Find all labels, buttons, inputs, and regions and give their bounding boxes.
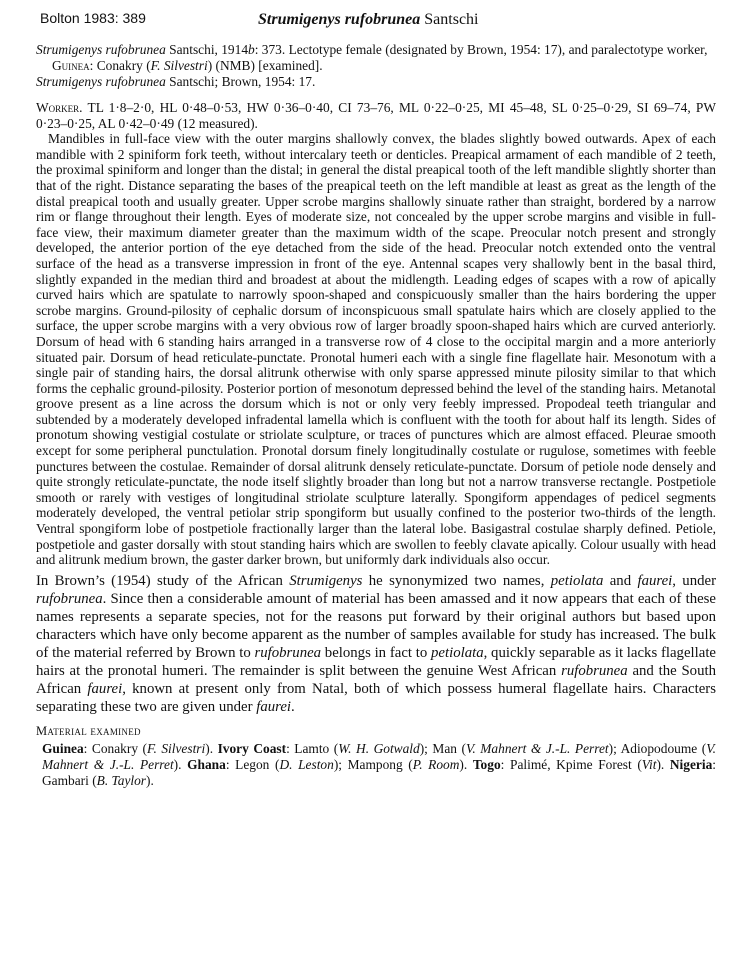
page-header [36, 10, 716, 36]
species-name: Strumigenys rufobrunea [258, 11, 421, 28]
collector-name: B. Taylor [96, 772, 147, 788]
discussion-paragraph [36, 572, 716, 716]
page [36, 10, 716, 789]
material-list [36, 741, 716, 789]
synonym-collector: F. Silvestri [150, 58, 208, 73]
collector-name: F. Silvestri [147, 740, 206, 756]
worker-description [36, 100, 716, 568]
measurements-text: . TL 1·8–2·0, HL 0·48–0·53, HW 0·36–0·40, CI 73–76, ML 0·22–0·25, MI 45–48, SL 0·25–0·29, SI 69–74, PW 0·23–0·25, AL 0·42–0·49 (12 measured). [36, 100, 716, 131]
synonym-text: b [248, 42, 255, 57]
locality-text: ); Man ( [419, 740, 466, 756]
collector-name: W. H. Gotwald [338, 740, 420, 756]
synonym-name: Strumigenys rufobrunea [36, 74, 166, 89]
locality-text: : Conakry ( [83, 740, 148, 756]
discussion-taxon: rufobrunea [254, 644, 322, 661]
country-name: Ghana [187, 756, 226, 772]
synonym-text: : 373. Lectotype female (designated by Brown, 1954: 17), and paralectotype worker, [254, 42, 708, 57]
locality-text: : Gambari ( [42, 756, 716, 788]
caste-label: Worker [36, 100, 80, 115]
discussion-taxon: rufobrunea [36, 590, 103, 607]
collector-name: P. Room [412, 756, 460, 772]
country-name: Ivory Coast [217, 740, 287, 756]
discussion-text: belongs in fact to [321, 644, 431, 661]
discussion-taxon: faurei [87, 680, 123, 697]
locality-text: ). [173, 756, 188, 772]
discussion-taxon: faurei [637, 572, 673, 589]
locality-text: : Legon ( [225, 756, 280, 772]
discussion-taxon: petiolata [431, 644, 484, 661]
synonymy-entry-1 [36, 42, 716, 74]
synonym-text: Santschi, 1914 [165, 42, 249, 57]
country-name: Nigeria [669, 756, 713, 772]
discussion-taxon: petiolata [550, 572, 604, 589]
discussion-taxon: faurei [256, 698, 292, 715]
synonym-locality: Guinea [52, 58, 90, 73]
discussion-taxon: rufobrunea [561, 662, 628, 679]
synonym-text: : Conakry ( [89, 58, 151, 73]
material-paragraph [42, 741, 716, 789]
species-title [258, 11, 478, 29]
discussion-block [36, 572, 716, 716]
discussion-taxon: Strumigenys [289, 572, 363, 589]
country-name: Togo [472, 756, 501, 772]
source-citation: Bolton 1983: 389 [40, 10, 146, 26]
discussion-text: , under [672, 572, 716, 589]
collector-name: V. Mahnert & J.-L. Perret [465, 740, 609, 756]
discussion-text: . [291, 698, 295, 715]
locality-text: : Palimé, Kpime Forest ( [500, 756, 642, 772]
discussion-text: , quickly separable as it lacks flagellate hairs at the pronotal humeri. The remainder is split between the genuine West African [36, 644, 716, 679]
locality-text: ); Mampong ( [333, 756, 413, 772]
synonym-text: ) (NMB) [examined]. [207, 58, 323, 73]
collector-name: D. Leston [279, 756, 334, 772]
measurements-paragraph [36, 100, 716, 131]
locality-text: ). [205, 740, 218, 756]
description-paragraph: Mandibles in full-face view with the outer margins shallowly convex, the blades slightly bowed outwards. Apex of each mandible with 2 spiniform fork teeth, without intercalary teeth or denticles. Preapical armament of each mandible of 2 teeth, the proximal spiniform and longer than the distal; in general the distal preapical tooth of the left mandible slightly shorter than that of the right. Distance separating the bases of the preapical teeth on the left mandible at least as great as the length of the distal preapical tooth and usually greater. Upper scrobe margins shallowly sinuate rather than straight, bordered by a narrow rim or flange throughout their length. Eyes of moderate size, not concealed by the upper scrobe margins and visible in full-face view, their maximum diameter greater than the maximum width of the scape. Preocular notch present and strongly developed, the anterior portion of the eye detached from the side of the head. Preocular notch extended onto the ventral surface of the head as a transverse impression in front of the eye. Antennal scapes very shallowly bent in the basal third, slightly expanded in the median third and broadest at about the midlength. Leading edges of scapes with a row of apically curved hairs which are spatulate to narrowly spoon-shaped and conspicuously smaller than the hairs bordering the upper scrobe margins. Ground-pilosity of cephalic dorsum of inconspicuous small spatulate hairs which are closely applied to the surface, the upper scrobe margins with a very obvious row of larger broadly spoon-shaped hairs which are curved anteriorly. Dorsum of head with 6 standing hairs arranged in a transverse row of 4 close to the occipital margin and a more anteriorly situated pair. Dorsum of head reticulate-punctate. Pronotal humeri each with a single fine flagellate hair. Mesonotum with a single pair of standing hairs, the dorsal alitrunk otherwise with only sparse appressed minute pilosity similar to that which forms the cephalic ground-pilosity. Posterior portion of mesonotum depressed behind the level of the standing hairs. Metanotal groove present as a line across the dorsum which is not or only very feebly impressed. Propodeal teeth triangular and subtended by a moderately developed infradental lamella which is confluent with the tooth for about half its length. Sides of pronotum showing vestigial costulate or striolate sculpture, or traces of punctures which are almost effaced. Pleurae smooth except for some peripheral punctulation. Pronotal dorsum finely longitudinally costulate or rugulose, sometimes with feeble punctures between the costulae. Remainder of dorsal alitrunk densely reticulate-punctate. Dorsum of petiole node densely and quite strongly reticulate-punctate, the node itself slightly broader than long but not a narrow transverse rectangle. Postpetiole smooth or rarely with vestiges of longitudinal striolate sculpture laterally. Spongiform appendages of pedicel segments moderately developed, the ventral petiolar strip spongiform but usually confined to the posterior two-thirds of the length. Ventral spongiform lobe of postpetiole fractionally larger than the lateral lobe. Basigastral costulae sharply defined. Petiole, postpetiole and gaster dorsally with stout standing hairs which are swollen to feebly clavate apically. Colour usually with head and alitrunk medium brown, the gaster darker brown, but uniformly dark individuals also occur. [36, 131, 716, 568]
locality-text: ). [656, 756, 670, 772]
discussion-text: and the South African [36, 662, 716, 697]
discussion-text: and [603, 572, 638, 589]
country-name: Guinea [42, 740, 84, 756]
collector-name: Vit [641, 756, 657, 772]
collector-name: V. Mahnert & J.-L. Perret [42, 740, 716, 772]
discussion-text: . Since then a considerable amount of material has been amassed and it now appears that each of these names represents a separate species, not for the reasons put forward by their original authors but based upon characters which have only become apparent as the number of samples available for study has increased. The bulk of the material referred by Brown to [36, 590, 716, 661]
discussion-text: , known at present only from Natal, both of which possess humeral flagellate hairs. Characters separating these two are given under [36, 680, 716, 715]
synonymy-block [36, 42, 716, 90]
locality-text: ). [146, 772, 154, 788]
locality-text: : Lamto ( [286, 740, 339, 756]
synonymy-entry-2 [36, 74, 716, 90]
discussion-text: In Brown’s (1954) study of the African [36, 572, 290, 589]
locality-text: ); Adiopodoume ( [608, 740, 707, 756]
species-author: Santschi [424, 11, 479, 28]
material-heading: Material examined [36, 723, 141, 738]
locality-text: ). [459, 756, 473, 772]
synonym-text: Santschi; Brown, 1954: 17. [165, 74, 316, 89]
synonym-name: Strumigenys rufobrunea [36, 42, 166, 57]
discussion-text: he synonymized two names, [362, 572, 551, 589]
